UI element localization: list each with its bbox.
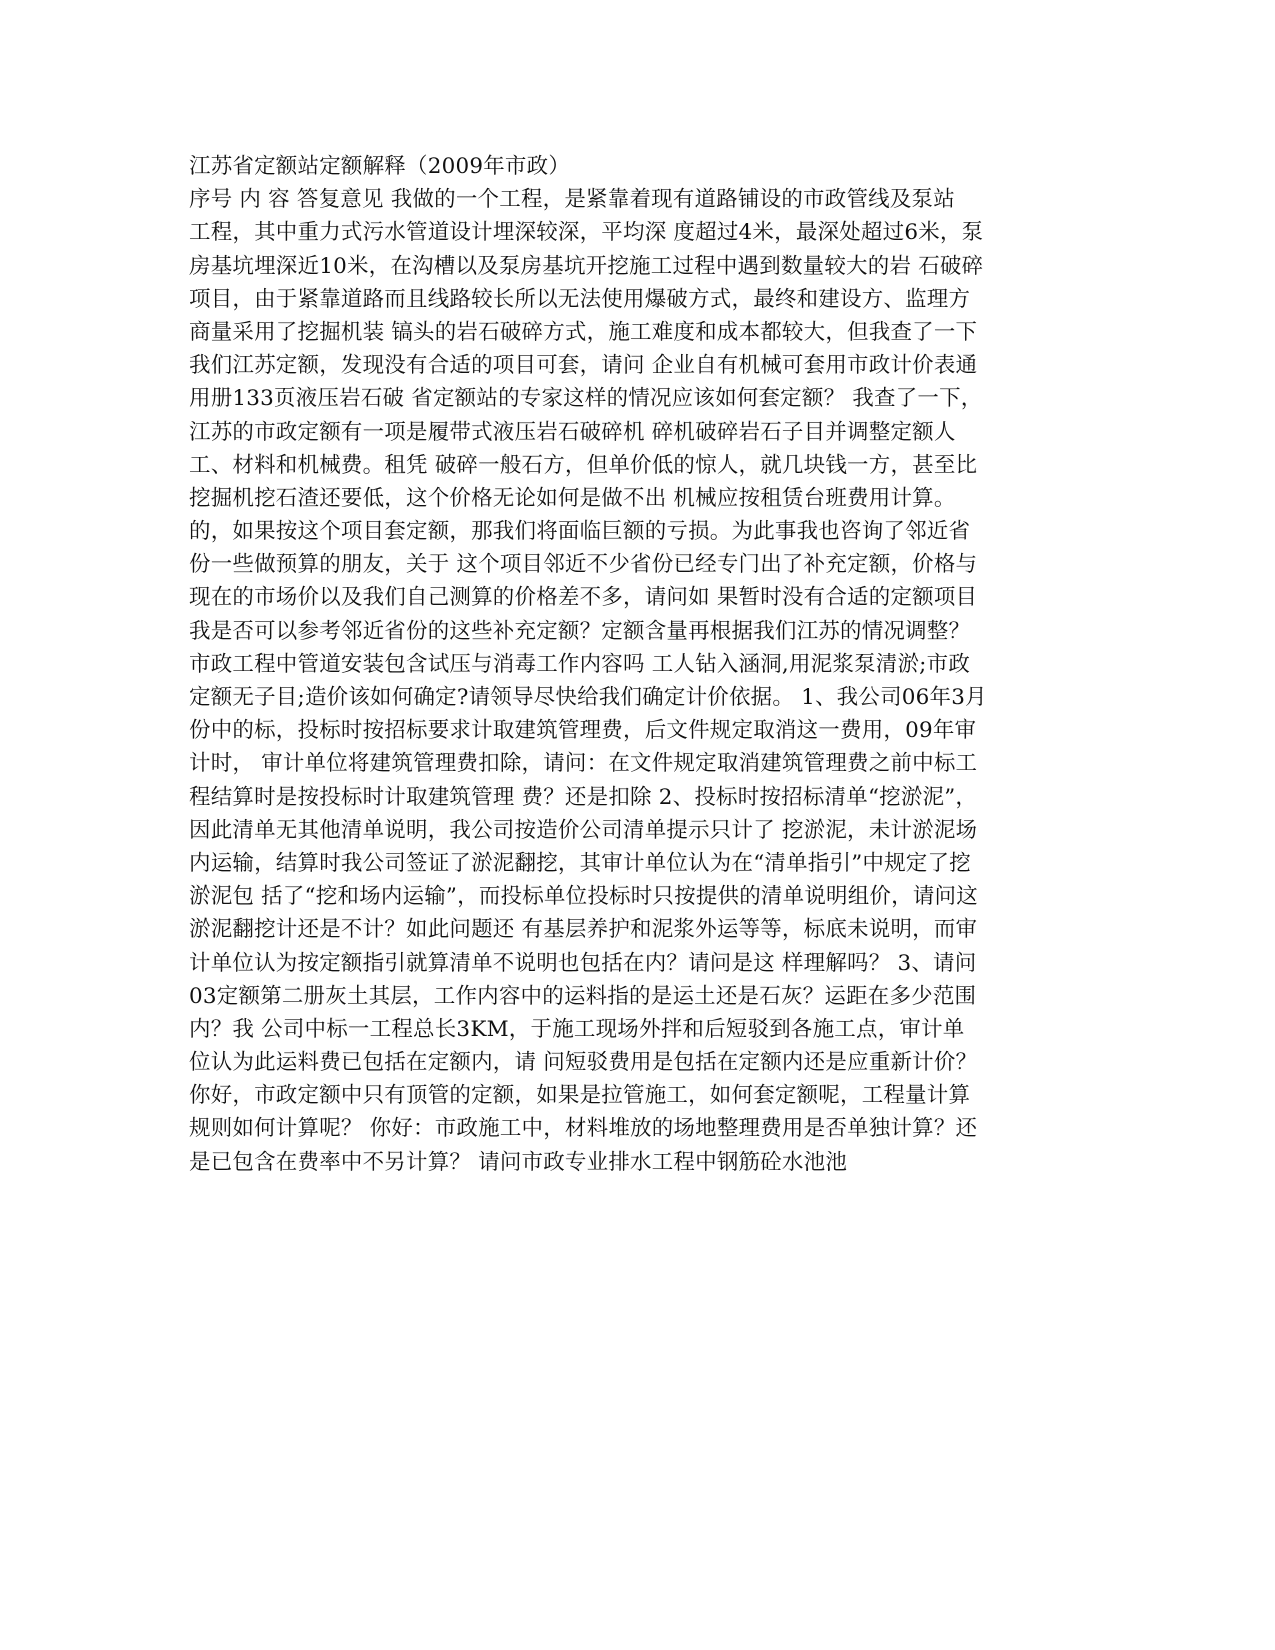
text-line: 挖掘机挖石渣还要低，这个价格无论如何是做不出 机械应按租赁台班费用计算。 [189, 485, 956, 511]
text-line: 03定额第二册灰土其层，工作内容中的运料指的是运土还是石灰？运距在多少范围 [189, 983, 977, 1009]
text-line: 程结算时是按投标时计取建筑管理 费？还是扣除 2、投标时按招标清单“挖淤泥”， [189, 784, 978, 810]
text-line: 市政工程中管道安装包含试压与消毒工作内容吗 工人钻入涵洞,用泥浆泵清淤;市政 [189, 651, 971, 677]
text-line: 用册133页液压岩石破 省定额站的专家这样的情况应该如何套定额？ 我查了一下， [189, 386, 983, 412]
text-line: 淤泥包 括了“挖和场内运输”，而投标单位投标时只按提供的清单说明组价，请问这 [189, 884, 978, 910]
text-line: 淤泥翻挖计还是不计？如此问题还 有基层养护和泥浆外运等等，标底未说明，而审 [189, 917, 978, 943]
text-line: 的，如果按这个项目套定额，那我们将面临巨额的亏损。为此事我也咨询了邻近省 [189, 519, 971, 545]
text-line: 份中的标，投标时按招标要求计取建筑管理费，后文件规定取消这一费用，09年审 [189, 718, 977, 744]
text-line: 因此清单无其他清单说明，我公司按造价公司清单提示只计了 挖淤泥，未计淤泥场 [189, 817, 978, 843]
text-line: 位认为此运料费已包括在定额内，请 问短驳费用是包括在定额内还是应重新计价？ [189, 1050, 978, 1076]
text-line: 内运输，结算时我公司签证了淤泥翻挖，其审计单位认为在“清单指引”中规定了挖 [189, 850, 971, 876]
document-title: 江苏省定额站定额解释（2009年市政） [189, 154, 571, 179]
text-line: 房基坑埋深近10米，在沟槽以及泵房基坑开挖施工过程中遇到数量较大的岩 石破碎 [189, 253, 984, 279]
text-line: 份一些做预算的朋友，关于 这个项目邻近不少省份已经专门出了补充定额，价格与 [189, 552, 978, 578]
text-line: 商量采用了挖掘机装 镐头的岩石破碎方式，施工难度和成本都较大，但我查了一下 [189, 319, 978, 345]
text-line: 我是否可以参考邻近省份的这些补充定额？定额含量再根据我们江苏的情况调整？ [189, 618, 971, 644]
text-line: 工、材料和机械费。租凭 破碎一般石方，但单价低的惊人，就几块钱一方，甚至比 [189, 452, 978, 478]
text-line: 现在的市场价以及我们自己测算的价格差不多，请问如 果暂时没有合适的定额项目 [189, 585, 978, 611]
text-line: 计单位认为按定额指引就算清单不说明也包括在内？请问是这 样理解吗？ 3、请问 [189, 950, 977, 976]
document-body [189, 150, 1089, 1179]
text-line: 江苏的市政定额有一项是履带式液压岩石破碎机 碎机破碎岩石子目并调整定额人 [189, 419, 956, 445]
text-line: 是已包含在费率中不另计算？ 请问市政专业排水工程中钢筋砼水池池 [189, 1149, 848, 1175]
text-line: 工程，其中重力式污水管道设计埋深较深，平均深 度超过4米，最深处超过6米，泵 [189, 220, 984, 246]
text-line: 项目，由于紧靠道路而且线路较长所以无法使用爆破方式，最终和建设方、监理方 [189, 286, 971, 312]
text-line: 我们江苏定额，发现没有合适的项目可套，请问 企业自有机械可套用市政计价表通 [189, 353, 978, 379]
text-line: 定额无子目;造价该如何确定?请领导尽快给我们确定计价依据。 1、我公司06年3月 [189, 685, 987, 710]
text-line: 计时， 审计单位将建筑管理费扣除，请问：在文件规定取消建筑管理费之前中标工 [189, 751, 978, 777]
text-line: 规则如何计算呢？ 你好：市政施工中，材料堆放的场地整理费用是否单独计算？还 [189, 1116, 978, 1142]
text-line: 序号 内 容 答复意见 我做的一个工程，是紧靠着现有道路铺设的市政管线及泵站 [189, 187, 955, 213]
text-line: 你好，市政定额中只有顶管的定额，如果是拉管施工，如何套定额呢，工程量计算 [189, 1083, 971, 1109]
text-line: 内？我 公司中标一工程总长3KM，于施工现场外拌和后短驳到各施工点，审计单 [189, 1016, 965, 1042]
